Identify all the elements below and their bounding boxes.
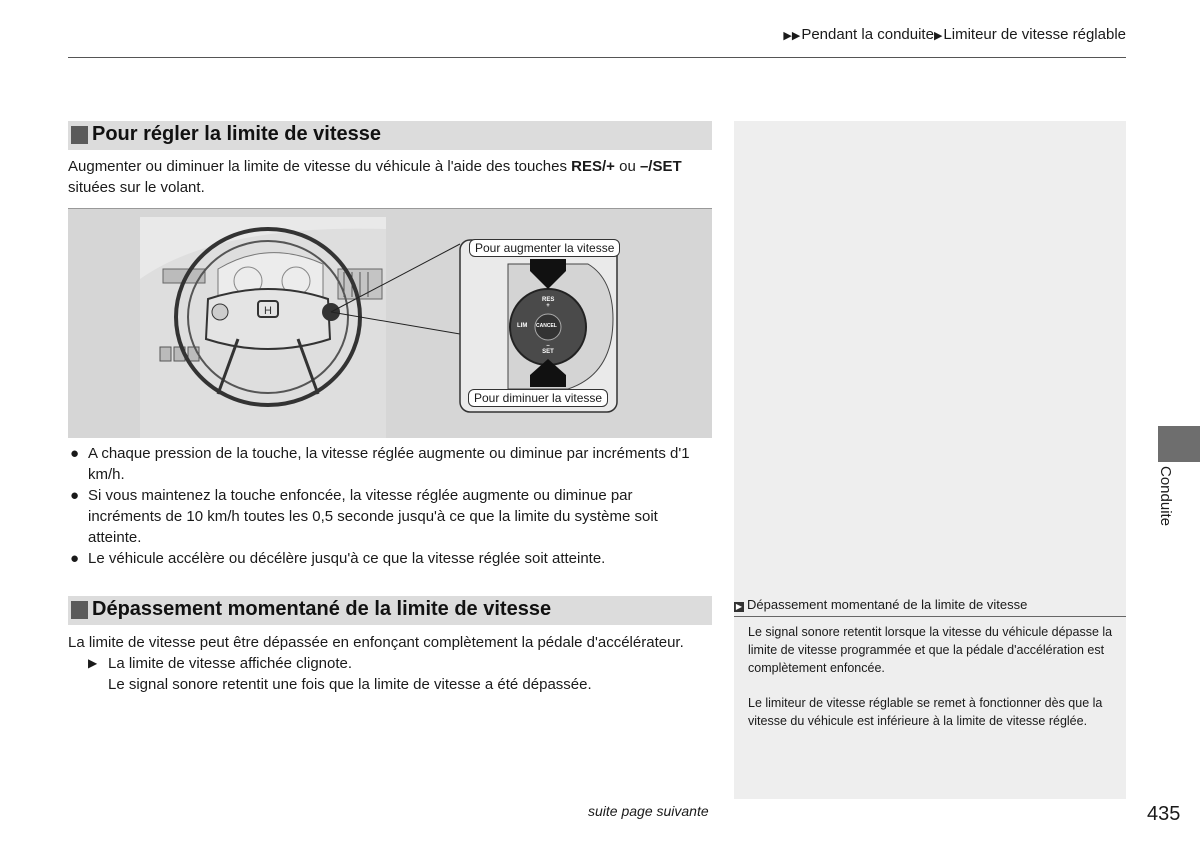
res-label: RES — [542, 297, 555, 303]
lim-button[interactable]: LIM — [517, 323, 528, 329]
callout-decrease: Pour diminuer la vitesse — [468, 389, 608, 407]
square-bullet-icon — [71, 126, 88, 144]
svg-text:H: H — [264, 305, 272, 317]
breadcrumb-item[interactable]: Pendant la conduite — [801, 26, 934, 43]
section-title: Pour régler la limite de vitesse — [92, 123, 382, 145]
intro-text: situées sur le volant. — [68, 179, 205, 196]
continued-note: suite page suivante — [588, 803, 709, 819]
section-heading — [68, 596, 712, 625]
result-arrow-icon: ▶ — [88, 656, 98, 670]
minus-label: – — [546, 343, 550, 349]
header-divider — [68, 57, 1126, 58]
bullet-icon: ● — [70, 550, 80, 567]
set-button[interactable] — [542, 343, 554, 355]
chapter-tab-label: Conduite — [1157, 466, 1174, 527]
result-line: La limite de vitesse affichée clignote. — [108, 655, 353, 672]
note-icon: ▶ — [735, 602, 743, 611]
set-label: SET — [542, 349, 554, 355]
steering-wheel-figure — [68, 208, 712, 438]
plus-label: + — [546, 303, 550, 309]
intro-paragraph — [68, 156, 713, 198]
section-heading — [68, 121, 712, 150]
breadcrumb — [783, 26, 1126, 43]
intro-text: Augmenter ou diminuer la limite de vitesse du véhicule à l'aide des touches — [68, 158, 572, 175]
breadcrumb-item[interactable]: Limiteur de vitesse réglable — [943, 26, 1126, 43]
cancel-button[interactable]: CANCEL — [536, 323, 557, 329]
bullet-icon: ● — [70, 487, 80, 504]
list-item — [68, 443, 708, 485]
note-title — [734, 597, 1126, 617]
res-button[interactable] — [542, 297, 554, 309]
callout-increase: Pour augmenter la vitesse — [469, 239, 620, 257]
section2-paragraph: La limite de vitesse peut être dépassée en enfonçant complètement la pédale d'accélérateur. — [68, 634, 684, 651]
bullet-icon: ● — [70, 445, 80, 462]
note-title-text: Dépassement momentané de la limite de vitesse — [747, 597, 1028, 612]
note-paragraph: Le limiteur de vitesse réglable se remet à fonctionner dès que la vitesse du véhicule est inférieure à la limite de vitesse réglée. — [748, 696, 1103, 728]
list-item-text: A chaque pression de la touche, la vitesse réglée augmente ou diminue par incréments d'1 km/h. — [88, 445, 690, 483]
res-key-label: RES/+ — [571, 158, 615, 175]
list-item — [68, 485, 708, 548]
square-bullet-icon — [71, 601, 88, 619]
list-item — [68, 548, 708, 569]
list-item-text: Si vous maintenez la touche enfoncée, la vitesse réglée augmente ou diminue par incréments de 10 km/h toutes les 0,5 seconde jusqu'à ce que la limite du système soit atteinte. — [88, 487, 658, 546]
chapter-tab[interactable] — [1158, 426, 1200, 462]
section-title: Dépassement momentané de la limite de vitesse — [92, 598, 552, 620]
bullet-list — [68, 443, 708, 569]
result-line: Le signal sonore retentit une fois que la limite de vitesse a été dépassée. — [108, 676, 592, 693]
result-block — [88, 653, 708, 695]
triangle-icon: ▶ — [933, 30, 943, 42]
double-triangle-icon: ▶▶ — [783, 30, 801, 42]
list-item-text: Le véhicule accélère ou décélère jusqu'à ce que la vitesse réglée soit atteinte. — [88, 550, 606, 567]
intro-text: ou — [614, 158, 640, 175]
set-key-label: –/SET — [639, 158, 682, 175]
note-paragraph: Le signal sonore retentit lorsque la vitesse du véhicule dépasse la limite de vitesse programmée et que la pédale d'accélération est complètement enfoncée. — [748, 625, 1113, 675]
page-number: 435 — [1147, 803, 1181, 825]
